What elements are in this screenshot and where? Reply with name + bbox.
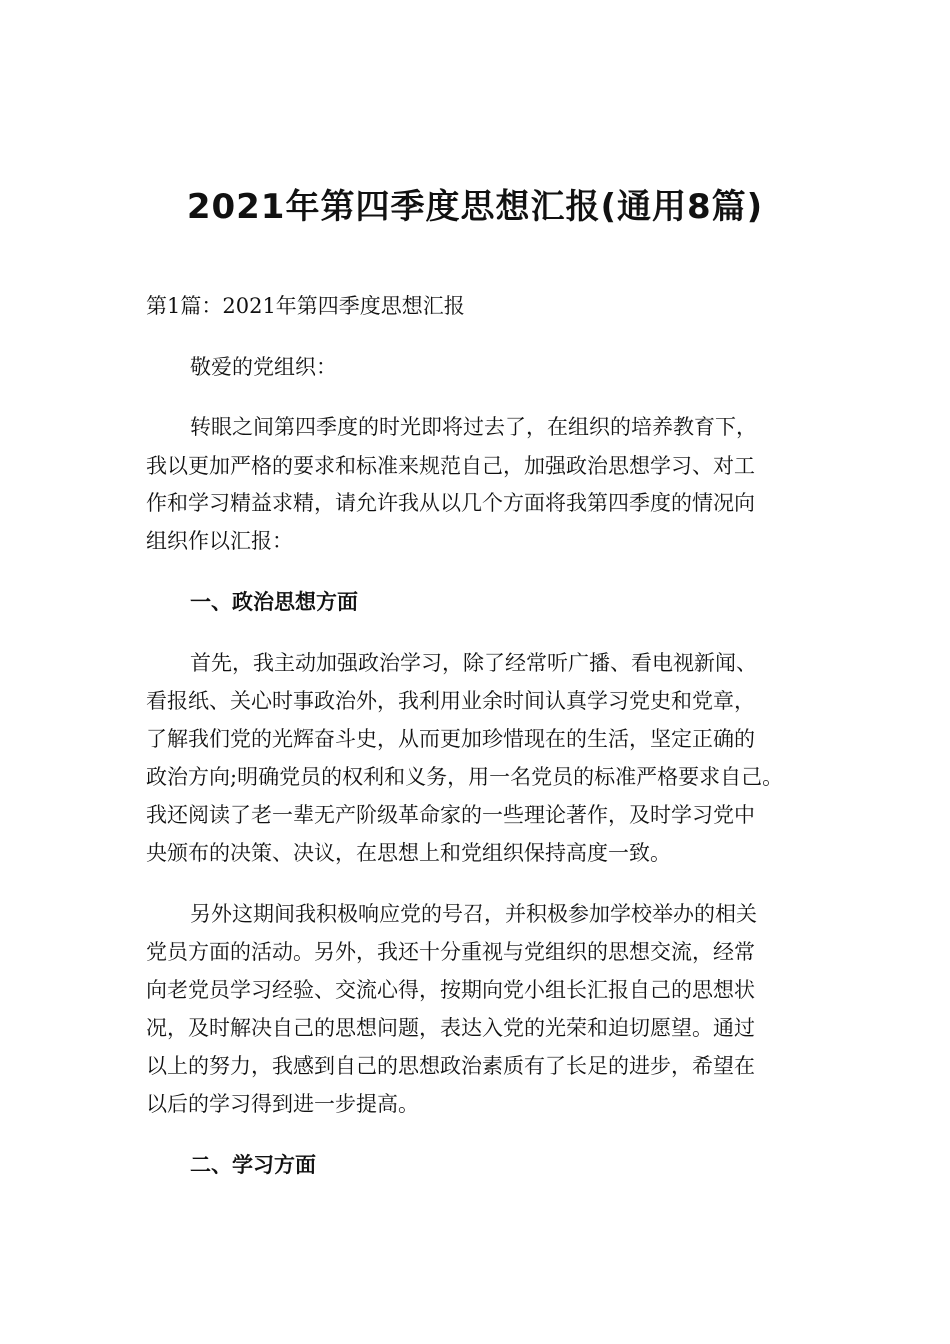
paragraph-line: 向老党员学习经验、交流心得，按期向党小组长汇报自己的思想状 — [146, 978, 755, 1002]
paragraph-line: 首先，我主动加强政治学习，除了经常听广播、看电视新闻、 — [190, 651, 757, 675]
chapter-heading: 第1篇：2021年第四季度思想汇报 — [146, 294, 465, 318]
salutation: 敬爱的党组织： — [190, 355, 337, 379]
paragraph-line: 我还阅读了老一辈无产阶级革命家的一些理论著作，及时学习党中 — [146, 803, 755, 827]
section-heading-political: 一、政治思想方面 — [190, 589, 358, 614]
paragraph-line: 转眼之间第四季度的时光即将过去了，在组织的培养教育下， — [190, 415, 757, 439]
paragraph-line: 作和学习精益求精，请允许我从以几个方面将我第四季度的情况向 — [146, 491, 755, 515]
paragraph-line: 以上的努力，我感到自己的思想政治素质有了长足的进步，希望在 — [146, 1054, 755, 1078]
paragraph-line: 我以更加严格的要求和标准来规范自己，加强政治思想学习、对工 — [146, 454, 755, 478]
document-title: 2021年第四季度思想汇报(通用8篇) — [186, 187, 764, 227]
paragraph-line: 了解我们党的光辉奋斗史，从而更加珍惜现在的生活，坚定正确的 — [146, 727, 755, 751]
paragraph-line: 况，及时解决自己的思想问题，表达入党的光荣和迫切愿望。通过 — [146, 1016, 755, 1040]
paragraph-line: 党员方面的活动。另外，我还十分重视与党组织的思想交流，经常 — [146, 940, 755, 964]
paragraph-line: 以后的学习得到进一步提高。 — [146, 1092, 419, 1116]
paragraph-line: 看报纸、关心时事政治外，我利用业余时间认真学习党史和党章， — [146, 689, 755, 713]
section-heading-study: 二、学习方面 — [190, 1152, 316, 1177]
paragraph-line: 政治方向;明确党员的权利和义务，用一名党员的标准严格要求自己。 — [146, 765, 784, 789]
paragraph-line: 另外这期间我积极响应党的号召，并积极参加学校举办的相关 — [190, 902, 757, 926]
paragraph-line: 央颁布的决策、决议，在思想上和党组织保持高度一致。 — [146, 841, 671, 865]
paragraph-line: 组织作以汇报： — [146, 529, 293, 553]
